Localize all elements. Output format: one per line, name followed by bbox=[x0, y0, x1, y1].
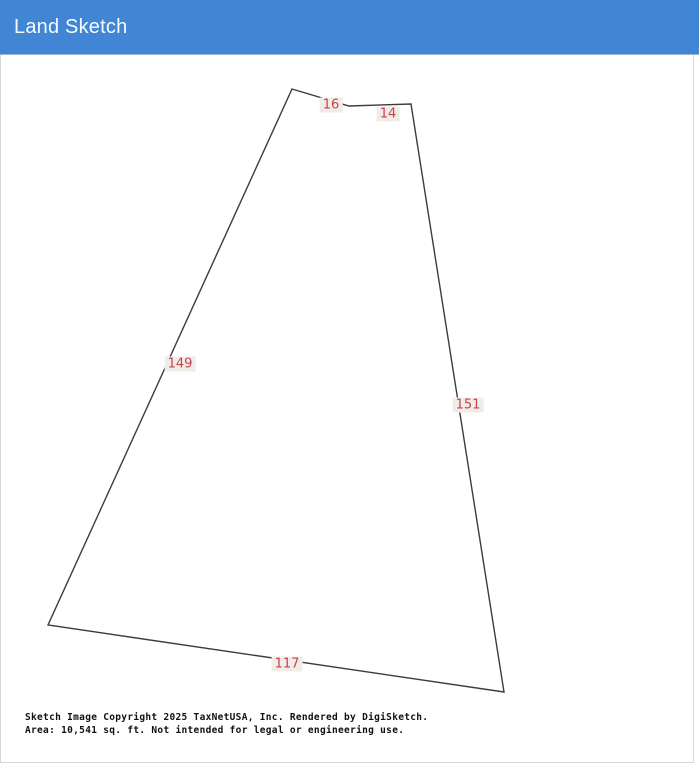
edge-length-label: 149 bbox=[165, 357, 196, 372]
edge-length-label: 151 bbox=[453, 398, 484, 413]
panel-header bbox=[0, 0, 699, 55]
edge-length-label: 117 bbox=[272, 657, 303, 672]
sketch-canvas bbox=[0, 55, 694, 763]
edge-length-label: 16 bbox=[320, 98, 343, 113]
footer-copyright-line: Sketch Image Copyright 2025 TaxNetUSA, Inc. Rendered by DigiSketch. bbox=[25, 712, 429, 723]
panel-title: Land Sketch bbox=[14, 15, 128, 38]
edge-length-label: 14 bbox=[377, 107, 400, 122]
sketch-footer bbox=[25, 711, 428, 737]
footer-area-line: Area: 10,541 sq. ft. Not intended for legal or engineering use. bbox=[25, 725, 405, 736]
